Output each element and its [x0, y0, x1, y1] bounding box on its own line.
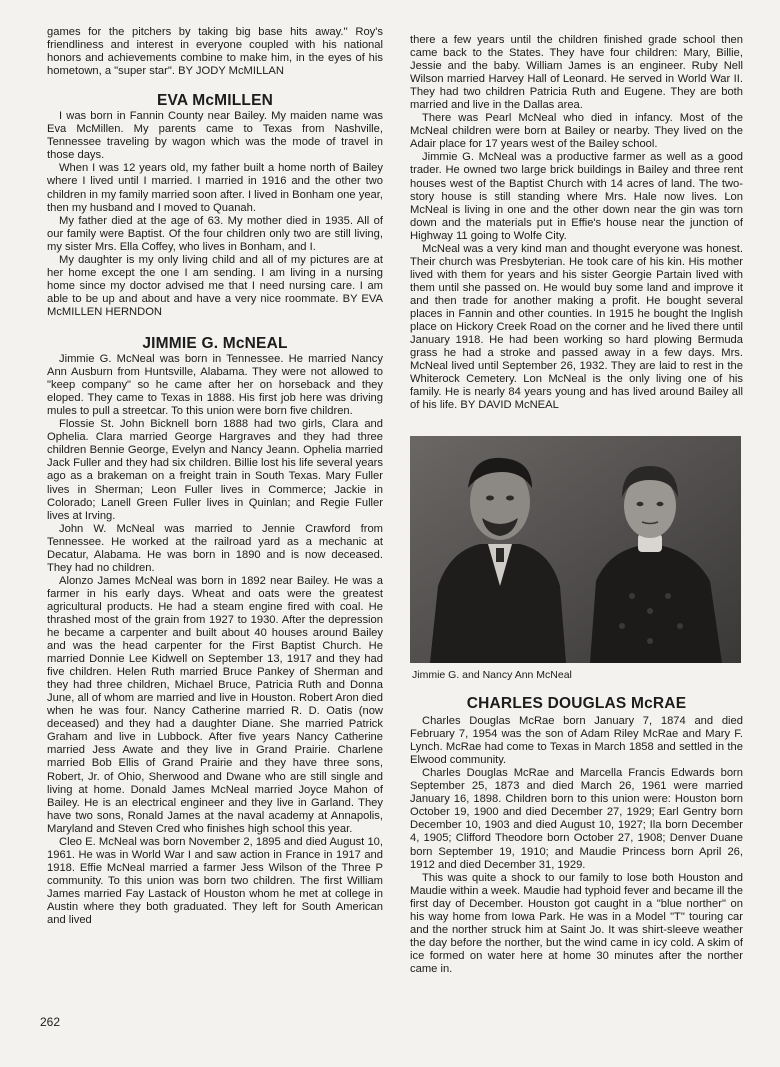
section-heading-charles-mcrae: CHARLES DOUGLAS McRAE — [466, 695, 687, 712]
page-number: 262 — [40, 1015, 61, 1029]
photo-caption: Jimmie G. and Nancy Ann McNeal — [412, 669, 572, 681]
paragraph: Jimmie G. McNeal was a productive farmer as well as a good trader. He owned two large brick buildings in Bailey and three rent houses west of the Baptist Church with 14 acres of land. The two-story house is still standing where Mrs. Hale now lives. Lon McNeal is living in one and the other down near the gin was torn down and the materials put in Effie's house near the junction of Highway 11 going to Wolfe City. — [410, 151, 743, 242]
paragraph: When I was 12 years old, my father built a home north of Bailey where I lived until I married. I married in 1916 and the other two children in my family married soon after. I lived in Bonham one year, then my husband and I moved to Quanah. — [47, 162, 383, 214]
left-column — [47, 26, 383, 927]
paragraph: I was born in Fannin County near Bailey. My maiden name was Eva McMillen. My parents came to Texas from Nashville, Tennessee traveling by wagon which was the mode of travel in those days. — [47, 110, 383, 162]
paragraph: games for the pitchers by taking big base hits away.'' Roy's friendliness and interest in everyone coupled with his national honors and achievements combine to make him, in the eyes of his hometown, a "super star". BY JODY McMILLAN — [47, 26, 383, 78]
paragraph: Alonzo James McNeal was born in 1892 near Bailey. He was a farmer in his early days. Wheat and oats were the greatest agricultural products. He had a steam engine fired with coal. He thrashed most of the grain from 1927 to 1930. After the depression he became a carpenter and built about 40 houses around Bailey and was the head carpenter for the First Baptist Church. He married Donnie Lee Kidwell on September 13, 1917 and they had five children. Helen Ruth married Bruce Pankey of Sherman and they had three children, Michael Bruce, Patricia Ruth and Donna June, all of whom are married and live in Houston. Robert Aron died when he was four. Nancy Catherine married R. D. Oatis (now deceased) and they had a daughter Diane. She married Patrick Graham and live in Lubbock. After five years Nancy Catherine married Jess Awate and they live in Grand Prairie. Charlene married Bob Ellis of Grand Prairie and they have three sons, Robert, Jr. of Ohio, Sherwood and Dwane who are still single and living at home. Donald James McNeal married Joyce Mahon of Bailey. He is an electrical engineer and they live in Garland. They have two sons, Ronald James at the naval academy at Annapolis, Maryland and Steven Cred who finishes high school this year. — [47, 574, 383, 835]
paragraph: Charles Douglas McRae born January 7, 1874 and died February 7, 1954 was the son of Adam Riley McRae and Mary F. Lynch. McRae had come to Texas in March 1858 and settled in the Elwood community. — [410, 715, 743, 767]
section-heading-eva-mcmillen: EVA McMILLEN — [156, 92, 274, 110]
right-column-lower — [410, 697, 743, 976]
paragraph: Charles Douglas McRae and Marcella Francis Edwards born September 25, 1873 and died March 26, 1961 were married January 16, 1898. Children born to this union were: Houston born October 19, 1900 and died December 27, 1929; Earl Gentry born December 10, 1903 and died August 10, 1927; Ila born December 4, 1905; Clifford Theodore born October 27, 1908; Denver Duane born September 19, 1910; and Maudie Princess born April 26, 1912 and died December 31, 1929. — [410, 767, 743, 871]
paragraph: Jimmie G. McNeal was born in Tennessee. He married Nancy Ann Ausburn from Huntsville, Alabama. They were not allowed to "keep company" so he came after her on horseback and they eloped. They came to Texas in 1888. His first job here was driving mules to pull a streetcar. To this union were born five children. — [47, 353, 383, 418]
paragraph: there a few years until the children finished grade school then came back to the States. They have four children: Mary, Billie, Jessie and the baby. William James is an engineer. Ruby Nell Wilson married Harvey Hall of Leonard. He served in World War II. They had two children Patricia Ruth and Eugene. They are both married and live in the Dallas area. — [410, 34, 743, 112]
paragraph: There was Pearl McNeal who died in infancy. Most of the McNeal children were born at Bailey or nearby. They lived on the Adair place for 17 years west of the Bailey school. — [410, 112, 743, 151]
paragraph: McNeal was a very kind man and thought everyone was honest. Their church was Presbyterian. He took care of his kin. His mother lived with them for years and his sister Georgie Partain lived with them until she passed on. He would buy some land and improve it and then trade for another making a profit. He bought several places in Fannin and other counties. In 1915 he bought the Inglish place on Hickory Creek Road on the corner and he lived there until January 1918. He had been working so hard plowing Bermuda grass he had a stroke and passed away in a few days. Mrs. McNeal lived until September 26, 1932. They are laid to rest in the Whiterock Cemetery. Lon McNeal is the only living one of his family. He is nearly 84 years young and has lived around Bailey all of his life. BY DAVID McNEAL — [410, 242, 743, 412]
portrait-photo — [410, 436, 741, 663]
section-heading-jimmie-mcneal: JIMMIE G. McNEAL — [142, 334, 288, 352]
paragraph: My daughter is my only living child and all of my pictures are at her home except the one I am sending. I am living in a nursing home since my doctor advised me that I need nursing care. I am able to be up and about and have a very nice roommate. BY EVA McMILLEN HERNDON — [47, 253, 383, 318]
paragraph: My father died at the age of 63. My mother died in 1935. All of our family were Baptist. Of the four children only two are still living, my sister Mrs. Ella Coffey, who lives in Bonham, and I. — [47, 214, 383, 253]
paragraph: Cleo E. McNeal was born November 2, 1895 and died August 10, 1961. He was in World War I and saw action in France in 1917 and 1918. Effie McNeal married a farmer Jess Wilson of the Three P community. To this union was born two children. The first William James married Fay Lastack of Houston whom he met at college in Austin where they both graduated. They left for South American and lived — [47, 835, 383, 927]
paragraph: This was quite a shock to our family to lose both Houston and Maudie within a week. Maudie had typhoid fever and became ill the first day of December. Houston got caught in a "blue norther" on his way home from Iowa Park. He was in a Model "T" touring car and the norther struck him at Saint Jo. It was shirt-sleeve weather the day before the norther, but the wind came in icy cold. A skim of ice formed on water here at home 30 minutes after the norther came in. — [410, 871, 743, 975]
paragraph: John W. McNeal was married to Jennie Crawford from Tennessee. He worked at the railroad yard as a mechanic at Decatur, Alabama. He was born in 1890 and is now deceased. They had no children. — [47, 522, 383, 574]
paragraph: Flossie St. John Bicknell born 1888 had two girls, Clara and Ophelia. Clara married George Hargraves and they had three children Bennie George, Evelyn and Nancy Jeann. Ophelia married Jack Fuller and they had six children. Billie lost his life several years ago as a brakeman on a freight train in South Texas. Mary Fuller lives in Sherman; Leon Fuller lives in Commerce; Jackie in Colorado; Lanell Green Fuller lives in Quinlan; and Regie Fuller lives at Irving. — [47, 418, 383, 522]
right-column — [410, 34, 743, 412]
